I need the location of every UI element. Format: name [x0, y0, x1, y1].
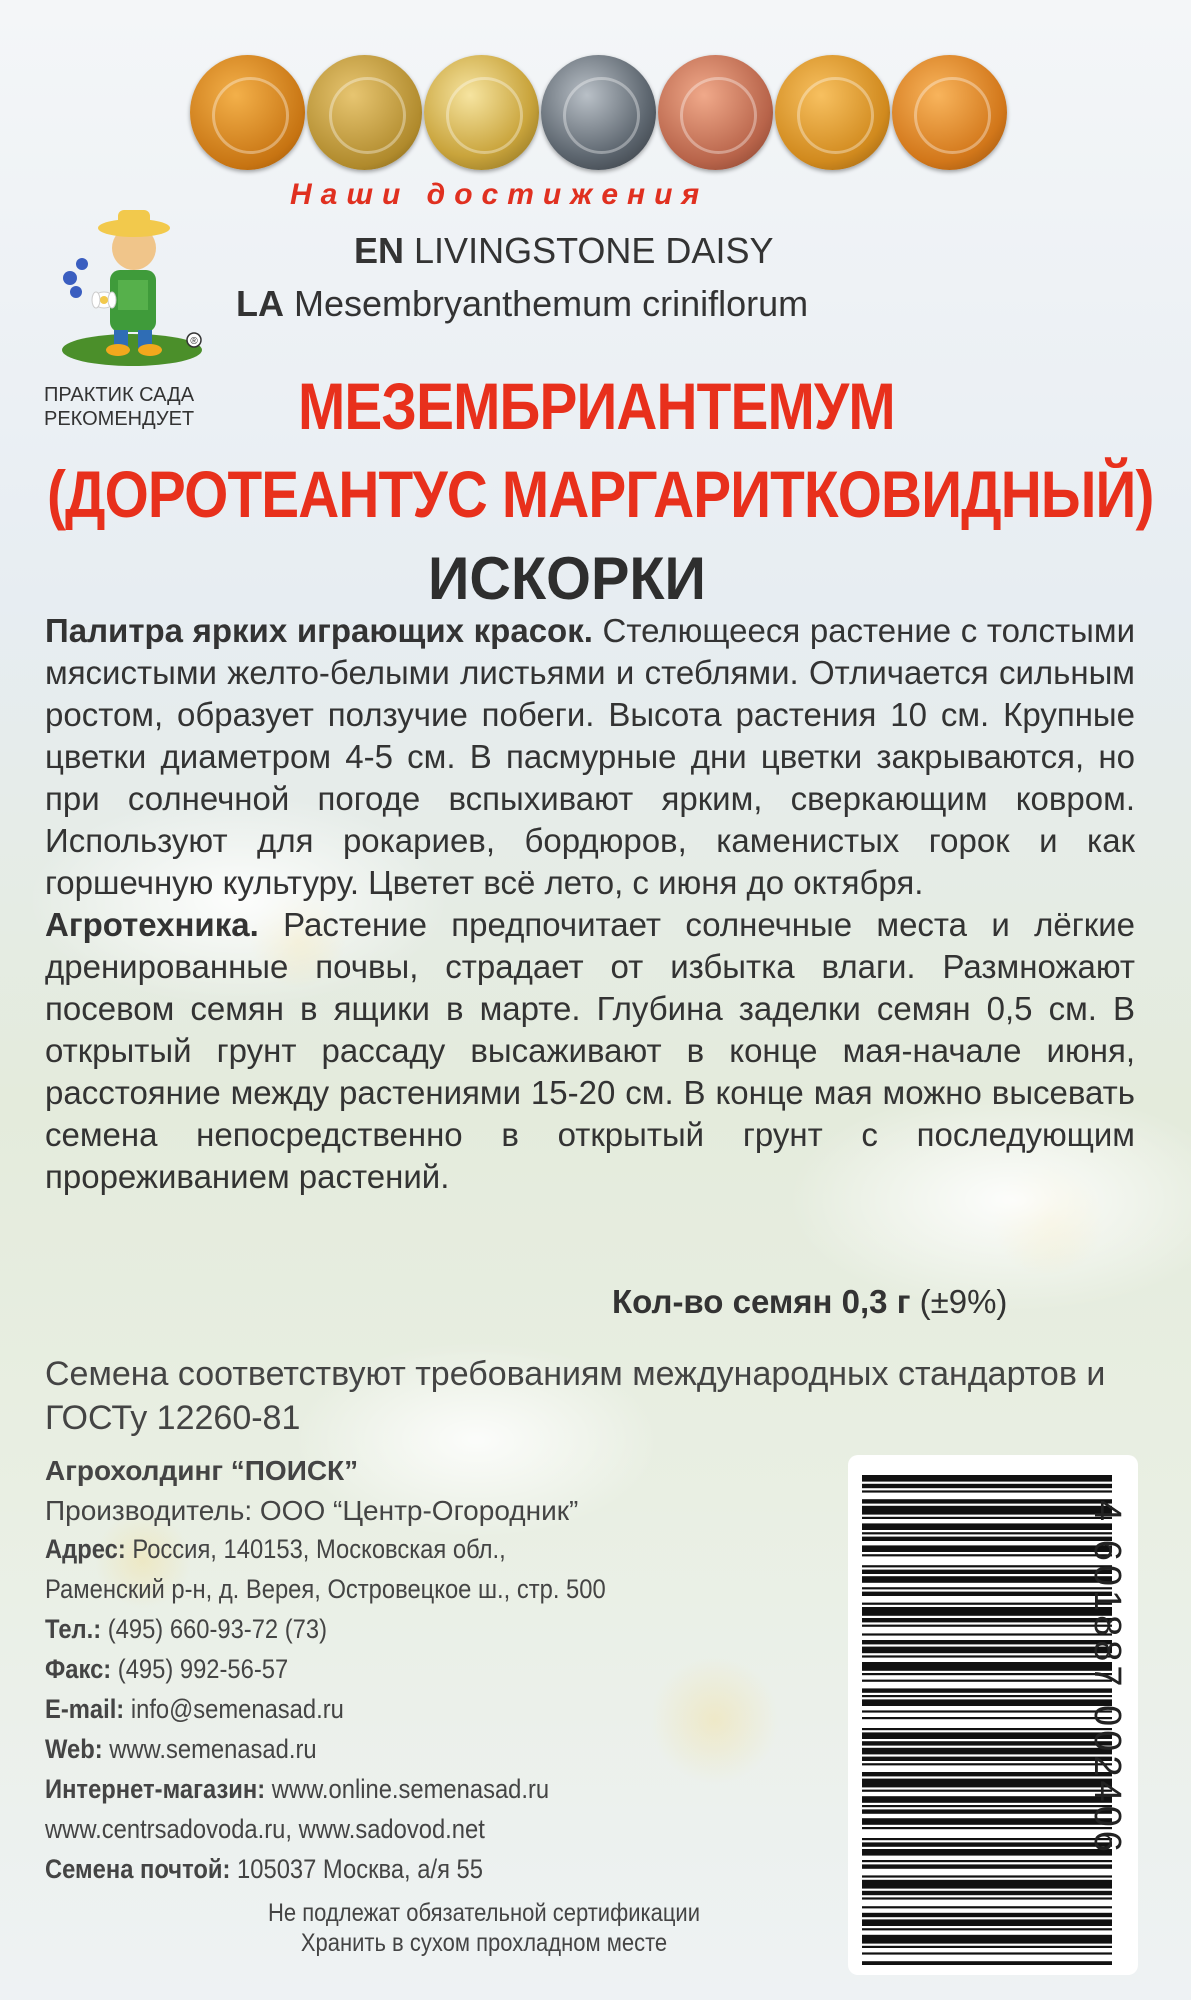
- barcode-bar: [862, 1506, 1112, 1515]
- barcode-bar: [862, 1662, 1112, 1671]
- medal-icon: [658, 55, 773, 170]
- standards-note: Семена соответствуют требованиям международных стандартов и ГОСТу 12260-81: [45, 1355, 1106, 1437]
- medals-row: [190, 55, 1010, 180]
- mail-label: Семена почтой:: [45, 1854, 231, 1884]
- barcode-bar: [862, 1592, 1112, 1596]
- la-prefix: LA: [236, 283, 284, 324]
- description-text: Стелющееся растение с толстыми мясистыми желто-белыми листьями и стеблями. Отличается сильным ростом, образует ползучие побеги. Высота растения 10 см. Крупные цветки диаметром 4-5 см. В пасмурные дни цветки закрываются, но при солнечной погоде вспыхивают ярким, сверкающим ковром. Используют для рокариев, бордюров, каменистых горок и как горшечную культуру. Цветет всё лето, с июня до октября.: [45, 612, 1136, 901]
- latin-name: [236, 283, 808, 325]
- web-label: Web:: [45, 1734, 103, 1764]
- medal-icon: [307, 55, 422, 170]
- barcode-bar: [862, 1906, 1112, 1908]
- online-shop: [45, 1774, 749, 1805]
- medal-icon: [775, 55, 890, 170]
- barcode-bar: [862, 1805, 1112, 1807]
- barcode-bar: [862, 1570, 1112, 1574]
- agrotechnics-paragraph: [45, 904, 1135, 1198]
- barcode-bar: [862, 1484, 1112, 1488]
- barcode-bar: [862, 1655, 1112, 1657]
- phone-value: (495) 660-93-72 (73): [101, 1614, 328, 1644]
- web: [45, 1734, 749, 1765]
- agrotechnics-text: Растение предпочитает солнечные места и лёгкие дренированные почвы, страдает от избытка влаги. Размножают посевом семян в ящики в марте. Глубина заделки семян 0,5 см. В открытый грунт рассаду высаживают в конце мая-начале июня, расстояние между растениями 15-20 см. В конце мая можно высевать семена непосредственно в открытый грунт с последующим прореживанием растений.: [45, 906, 1135, 1195]
- barcode-bar: [862, 1625, 1112, 1627]
- barcode-bar: [862, 1554, 1112, 1556]
- medal-icon: [892, 55, 1007, 170]
- email: [45, 1694, 749, 1725]
- address-label: Адрес:: [45, 1534, 126, 1564]
- barcode-bar: [862, 1699, 1112, 1706]
- barcode-bar: [862, 1499, 1112, 1503]
- barcode-bar: [862, 1790, 1112, 1792]
- certification-line-2: Хранить в сухом прохладном месте: [300, 1929, 668, 1957]
- mail-order: [45, 1854, 749, 1885]
- barcode-bar: [862, 1732, 1112, 1739]
- barcode-bar: [862, 1532, 1112, 1534]
- la-name-text: Mesembryanthemum criniflorum: [294, 283, 809, 324]
- barcode-bar: [862, 1818, 1112, 1825]
- barcode-bar: [862, 1673, 1112, 1675]
- barcode-bar: [862, 1842, 1112, 1846]
- barcode-bar: [862, 1603, 1112, 1605]
- barcode-bar: [862, 1757, 1112, 1761]
- barcode-bar: [862, 1695, 1112, 1697]
- achievements-label: Наши достижения: [290, 178, 709, 211]
- barcode-bar: [862, 1545, 1112, 1552]
- medal-icon: [541, 55, 656, 170]
- mail-value: 105037 Москва, а/я 55: [230, 1854, 483, 1884]
- barcode-bar: [862, 1779, 1112, 1788]
- fax-value: (495) 992-56-57: [111, 1654, 289, 1684]
- address-line-2: Раменский р-н, д. Верея, Островецкое ш., стр. 500: [45, 1574, 606, 1604]
- fax: [45, 1654, 749, 1685]
- certification-line-1: Не подлежат обязательной сертификации: [268, 1899, 701, 1927]
- english-name: [354, 230, 773, 272]
- barcode-bar: [862, 1772, 1112, 1776]
- barcode-bar: [862, 1490, 1112, 1492]
- barcode-bar: [862, 1475, 1112, 1482]
- en-name-text: LIVINGSTONE DAISY: [414, 230, 774, 271]
- producer: Производитель: ООО “Центр-Огородник”: [45, 1495, 579, 1526]
- barcode-bar: [862, 1710, 1112, 1712]
- agrotechnics-lead: Агротехника.: [45, 906, 259, 943]
- barcode-bar: [862, 1517, 1112, 1519]
- barcode-bar: [862, 1860, 1112, 1862]
- barcode-bar: [862, 1952, 1112, 1954]
- barcode-bar: [862, 1763, 1112, 1765]
- product-title-line-2: (ДОРОТЕАНТУС МАРГАРИТКОВИДНЫЙ): [47, 457, 1154, 531]
- address-value: Россия, 140153, Московская обл.,: [125, 1534, 506, 1564]
- barcode-bar: [862, 1891, 1112, 1895]
- gardener-mascot-logo: [52, 200, 212, 370]
- barcode-bar: [862, 1717, 1112, 1719]
- barcode-bar: [862, 1618, 1112, 1622]
- barcode-bar: [862, 1913, 1112, 1917]
- barcode-bar: [862, 1864, 1112, 1868]
- description-lead: Палитра ярких играющих красок.: [45, 612, 593, 649]
- description-paragraph: [45, 610, 1135, 904]
- barcode-bar: [862, 1640, 1112, 1644]
- product-title-line-1: МЕЗЕМБРИАНТЕМУМ: [298, 369, 895, 443]
- barcode-bar: [862, 1880, 1112, 1889]
- phone: [45, 1614, 749, 1645]
- barcode-number: 4 601887 002406: [1086, 1500, 1128, 1856]
- barcode-bar: [862, 1946, 1112, 1948]
- barcode-bar: [862, 1576, 1112, 1583]
- shop-label: Интернет-магазин:: [45, 1774, 266, 1804]
- barcode-bar: [862, 1537, 1112, 1541]
- variety-name: ИСКОРКИ: [428, 545, 706, 612]
- phone-label: Тел.:: [45, 1614, 102, 1644]
- description: [45, 610, 1135, 1198]
- barcode-bar: [862, 1838, 1112, 1840]
- barcode-bar: [862, 1849, 1112, 1856]
- barcode-bar: [862, 1633, 1112, 1635]
- barcode-bar: [862, 1565, 1112, 1567]
- barcode-bar: [862, 1587, 1112, 1589]
- barcode-bar: [862, 1688, 1112, 1692]
- barcode-bar: [862, 1680, 1112, 1682]
- barcode-bar: [862, 1827, 1112, 1829]
- medal-icon: [190, 55, 305, 170]
- barcode-bar: [862, 1875, 1112, 1877]
- medal-icon: [424, 55, 539, 170]
- seed-quantity-label: Кол-во семян 0,3 г: [612, 1283, 911, 1320]
- recommend-caption: [44, 383, 234, 431]
- barcode-bar: [862, 1919, 1112, 1926]
- other-sites: www.centrsadovoda.ru, www.sadovod.net: [45, 1814, 485, 1844]
- recommend-line-1: ПРАКТИК САДА: [44, 384, 195, 406]
- holding-name: Агрохолдинг “ПОИСК”: [45, 1455, 359, 1486]
- barcode-bar: [862, 1961, 1112, 1965]
- barcode-bar: [862, 1928, 1112, 1930]
- barcode-bar: [862, 1728, 1112, 1730]
- web-value: www.semenasad.ru: [102, 1734, 317, 1764]
- barcode: [862, 1475, 1112, 1965]
- barcode-bar: [862, 1523, 1112, 1530]
- barcode-bar: [862, 1796, 1112, 1803]
- barcode-bar: [862, 1809, 1112, 1813]
- certification-note: [268, 1898, 700, 1958]
- seed-quantity: [612, 1283, 1007, 1321]
- email-value: info@semenasad.ru: [124, 1694, 344, 1724]
- barcode-bar: [862, 1897, 1112, 1899]
- barcode-bar: [862, 1607, 1112, 1616]
- barcode-bar: [862, 1748, 1112, 1755]
- address-line-1: [45, 1534, 749, 1565]
- en-prefix: EN: [354, 230, 405, 271]
- seed-tolerance: (±9%): [919, 1283, 1008, 1320]
- barcode-bar: [862, 1741, 1112, 1745]
- fax-label: Факс:: [45, 1654, 112, 1684]
- barcode-bar: [862, 1935, 1112, 1944]
- email-label: E-mail:: [45, 1694, 125, 1724]
- barcode-bar: [862, 1647, 1112, 1654]
- shop-value: www.online.semenasad.ru: [265, 1774, 550, 1804]
- registered-mark: ®: [190, 336, 198, 347]
- recommend-line-2: РЕКОМЕНДУЕТ: [44, 408, 195, 430]
